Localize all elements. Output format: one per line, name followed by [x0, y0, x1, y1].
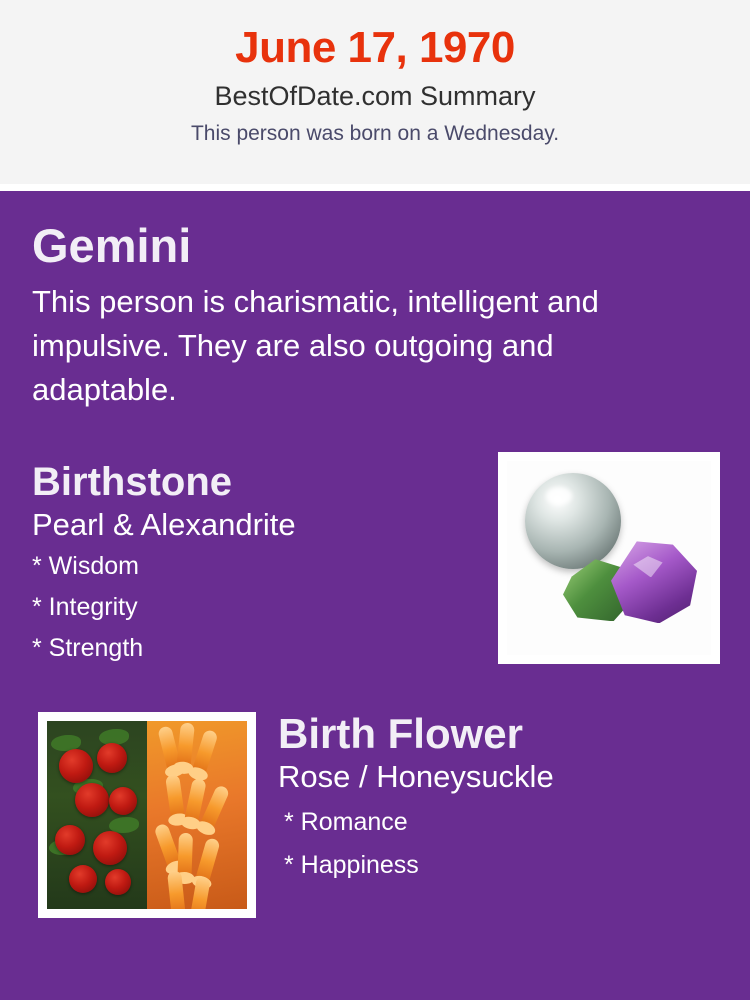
birth-flower-trait: * Romance: [284, 807, 408, 836]
birthstone-image-inner: [507, 461, 711, 655]
pearl-icon: [525, 473, 621, 569]
birth-flower-image-inner: [47, 721, 247, 909]
honeysuckle-photo-half: [147, 721, 247, 909]
birthstone-trait: * Integrity: [32, 592, 138, 621]
header: [0, 0, 750, 184]
alexandrite-gem-icon: [611, 541, 697, 623]
birth-flower-section: [30, 712, 720, 927]
birth-flower-text: [278, 712, 720, 877]
zodiac-sign-name: Gemini: [32, 219, 192, 272]
birthstone-text: [30, 460, 470, 660]
birthstone-stones: Pearl & Alexandrite: [32, 507, 296, 543]
roses-photo-half: [47, 721, 147, 909]
birthstone-image: [498, 452, 720, 664]
site-summary-label: BestOfDate.com Summary: [214, 81, 536, 112]
birthstone-trait: * Strength: [32, 633, 144, 662]
birthstone-section: [30, 460, 720, 690]
birth-flower-title: Birth Flower: [278, 710, 524, 758]
birth-day-note: This person was born on a Wednesday.: [190, 121, 560, 145]
header-divider: [0, 184, 750, 191]
birth-flower-names: Rose / Honeysuckle: [278, 759, 554, 795]
details-panel: [0, 191, 750, 1000]
birthstone-title: Birthstone: [32, 460, 232, 505]
zodiac-description: This person is charismatic, intelligent and impulsive. They are also outgoing and adaptable.: [32, 284, 599, 408]
page-title: June 17, 1970: [235, 23, 515, 72]
birth-flower-image: [38, 712, 256, 918]
birthstone-trait: * Wisdom: [32, 551, 139, 580]
birth-flower-trait: * Happiness: [284, 850, 419, 879]
